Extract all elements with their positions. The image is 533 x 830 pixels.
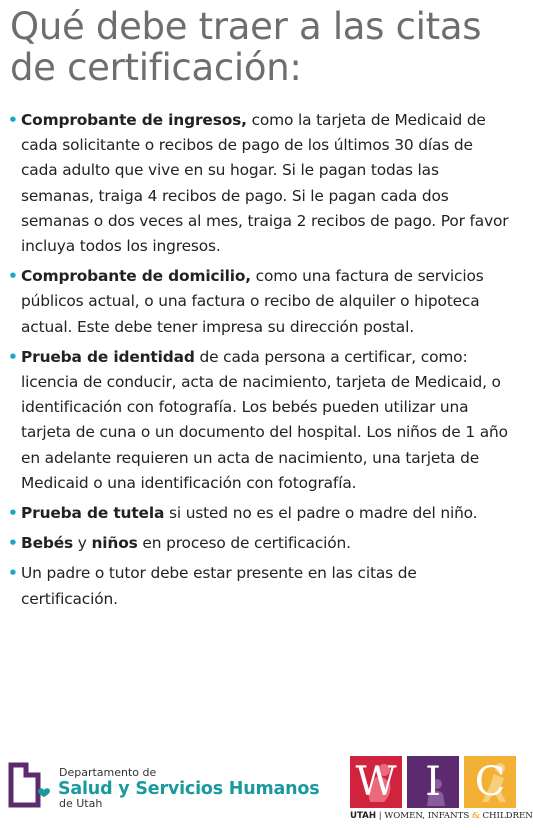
item-heading-2: niños [91,534,138,553]
wic-caption [350,811,533,821]
wic-tile-w [350,756,402,808]
department-name: Salud y Servicios Humanos [58,779,320,799]
wic-caption-utah: UTAH [350,811,377,821]
page-title: Qué debe traer a las citas de certificación: [10,5,482,89]
wic-letter-c: C [474,759,506,805]
wic-tile-c [464,756,516,808]
item-text: como una factura de servicios públicos actual, o una factura o recibo de alquiler o hipoteca actual. Este debe tener impresa su dirección postal. [21,267,484,336]
wic-tile-i [407,756,459,808]
item-text: en proceso de certificación. [137,534,351,553]
wic-caption-separator: | [376,811,385,821]
bullet-icon: • [8,504,18,523]
item-heading: Comprobante de domicilio, [21,267,251,286]
item-text: Un padre o tutor debe estar presente en las citas de certificación. [21,564,417,608]
department-line-3: de Utah [59,797,103,810]
list-item [8,501,514,526]
bullet-icon: • [8,564,18,583]
item-text: de cada persona a certificar, como: licencia de conducir, acta de nacimiento, tarjeta de Medicaid, o identificación con fotografía. Los bebés pueden utilizar una tarjeta de cuna o un documento del hospital. Los niños de 1 año en adelante requieren un acta de nacimiento, una tarjeta de Medicaid o una identificación con fotografía. [21,347,508,492]
wic-logo [350,756,533,826]
list-item [8,345,514,496]
item-heading: Prueba de tutela [21,504,165,523]
item-heading: Comprobante de ingresos, [21,111,247,129]
wic-caption-end: CHILDREN [479,811,533,821]
list-item [8,561,514,611]
list-item [8,264,514,340]
list-item [8,531,514,556]
bullet-icon: • [8,347,18,366]
item-text: si usted no es el padre o madre del niño. [164,504,478,523]
bullet-icon: • [8,267,18,286]
bullet-icon: • [8,534,18,553]
department-line-1: Departamento de [59,766,157,779]
wic-letter-w: W [355,759,397,805]
item-heading: Prueba de identidad [21,347,195,366]
department-logo [8,760,320,810]
wic-caption-main: WOMEN, INFANTS [384,811,472,821]
item-connector: y [73,534,92,553]
wic-caption-ampersand: & [471,811,480,821]
bullet-icon: • [8,111,18,129]
item-heading: Bebés [21,534,74,553]
utah-state-outline-icon [8,762,52,808]
list-item [8,108,514,259]
requirements-list [8,108,514,617]
wic-tiles [350,756,516,808]
wic-letter-i: I [425,759,441,805]
item-text: como la tarjeta de Medicaid de cada solicitante o recibos de pago de los últimos 30 días de cada adulto que vive en su hogar. Si le pagan todas las semanas, traiga 4 recibos de pago. Si le pagan cada dos semanas o dos veces al mes, traiga 2 recibos de pago. Por favor incluya todos los ingresos. [21,111,509,256]
